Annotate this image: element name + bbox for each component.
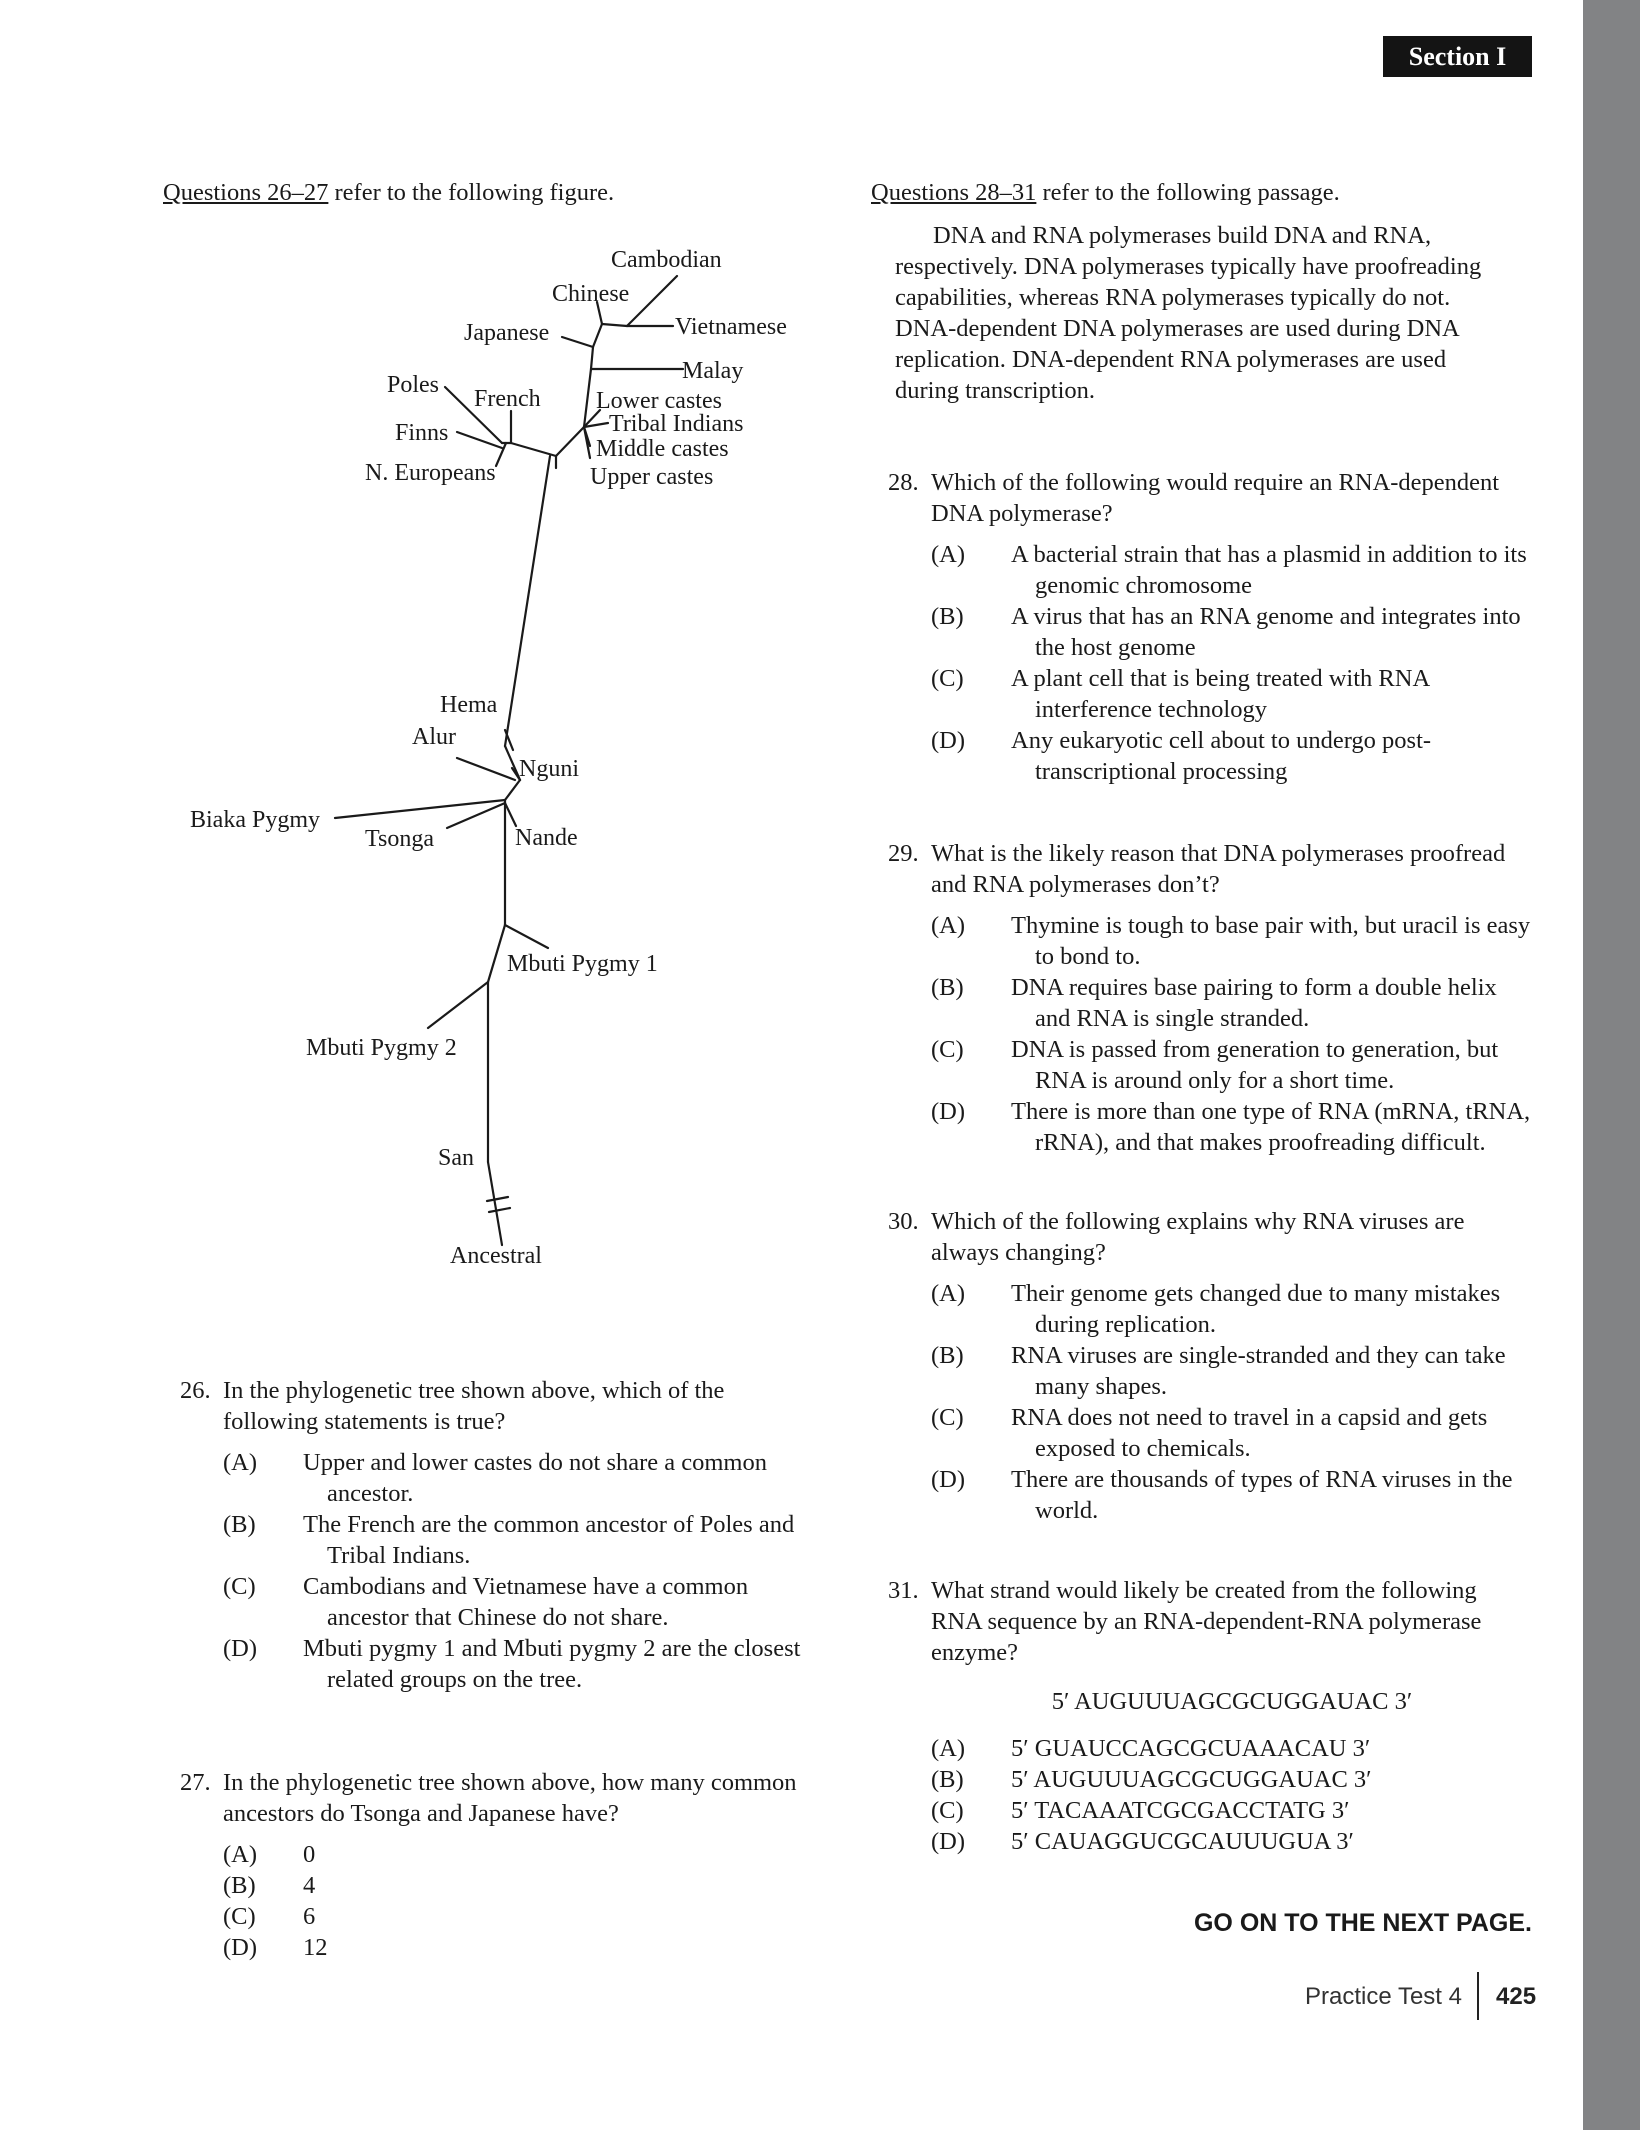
question-number: 28. [888, 469, 919, 496]
branch-alur [457, 758, 515, 780]
label-tribal-indians: Tribal Indians [609, 411, 744, 437]
break-mark-1 [487, 1197, 508, 1201]
answer-option: (D) Any eukaryotic cell about to undergo post-transcriptional processing [931, 727, 1432, 785]
answer-option: (A) A bacterial strain that has a plasmid in addition to its genomic chromosome [931, 541, 1527, 599]
answer-option: (D) There is more than one type of RNA (mRNA, tRNA, rRNA), and that makes proofreading difficult. [931, 1098, 1531, 1156]
branch-san-ancestral [488, 1162, 502, 1245]
branch-indian-base [556, 427, 584, 456]
answer-option: (A) Upper and lower castes do not share a common ancestor. [223, 1449, 767, 1507]
question-number: 29. [888, 840, 919, 867]
branch-tsonga [447, 803, 505, 828]
go-next-page: GO ON TO THE NEXT PAGE. [1193, 1909, 1532, 1937]
trunk-upper [505, 456, 550, 746]
label-vietnamese: Vietnamese [675, 314, 787, 340]
branch-asian-lower [591, 347, 593, 369]
footer-test-label: Practice Test 4 [1305, 1983, 1462, 2010]
passage-intro-text: refer to the following passage. [1036, 179, 1340, 206]
label-tsonga: Tsonga [365, 826, 434, 852]
branch-eu-join [511, 443, 556, 456]
passage-text: DNA and RNA polymerases build DNA and RNA, respectively. DNA polymerases typically have proofreading capabilities, whereas RNA polymerases typically do not. DNA-dependent DNA polymerases are used during DNA replication. DNA-dependent RNA polymerases are used during transcription. [895, 222, 1482, 404]
question-26 [180, 1375, 820, 1695]
answer-option: (B) 4 [223, 1872, 316, 1899]
answer-option: (B) DNA requires base pairing to form a double helix and RNA is single stranded. [931, 974, 1497, 1032]
answer-option: (B) 5′ AUGUUUAGCGCUGGAUAC 3′ [931, 1766, 1372, 1793]
label-mbuti-pygmy-1: Mbuti Pygmy 1 [507, 951, 658, 977]
label-chinese: Chinese [552, 281, 630, 307]
answer-option: (A) 0 [223, 1841, 316, 1868]
answer-option: (A) Thymine is tough to base pair with, but uracil is easy to bond to. [931, 912, 1531, 970]
figure-intro-ref: Questions 26–27 [163, 179, 329, 206]
figure-intro-text: refer to the following figure. [328, 179, 615, 206]
answer-option: (B) RNA viruses are single-stranded and they can take many shapes. [931, 1342, 1506, 1400]
question-stem: What strand would likely be created from the following RNA sequence by an RNA-dependent-RNA polymerase enzyme? [931, 1577, 1482, 1666]
label-finns: Finns [395, 420, 449, 446]
label-mbuti-pygmy-2: Mbuti Pygmy 2 [306, 1035, 457, 1061]
label-nguni: Nguni [519, 756, 579, 782]
answer-option: (D) Mbuti pygmy 1 and Mbuti pygmy 2 are the closest related groups on the tree. [223, 1635, 801, 1693]
branch-nande [505, 803, 516, 826]
answer-option: (D) 5′ CAUAGGUCGCAUUUGUA 3′ [931, 1828, 1354, 1855]
label-n-europeans: N. Europeans [365, 460, 496, 486]
question-number: 31. [888, 1577, 919, 1604]
question-29 [888, 838, 1533, 1158]
branch-asian-stem [593, 324, 602, 347]
branch-cambodian [627, 276, 677, 326]
label-cambodian: Cambodian [611, 247, 722, 273]
label-hema: Hema [440, 692, 498, 718]
question-stem: What is the likely reason that DNA polymerases proofread and RNA polymerases don’t? [931, 840, 1506, 898]
answer-option: (D) There are thousands of types of RNA viruses in the world. [931, 1466, 1513, 1524]
label-alur: Alur [412, 724, 456, 750]
branch-biaka [335, 800, 505, 818]
page-number: 425 [1496, 1983, 1537, 2010]
label-nande: Nande [515, 825, 578, 851]
trunk-lower [488, 925, 505, 982]
answer-option: (B) The French are the common ancestor of Poles and Tribal Indians. [223, 1511, 795, 1569]
label-san: San [438, 1145, 474, 1171]
question-stem: In the phylogenetic tree shown above, how many common ancestors do Tsonga and Japanese have? [223, 1769, 797, 1827]
answer-option: (C) RNA does not need to travel in a capsid and gets exposed to chemicals. [931, 1404, 1488, 1462]
question-number: 27. [180, 1769, 211, 1796]
branch-cv-node [602, 324, 627, 326]
passage-intro-ref: Questions 28–31 [871, 179, 1037, 206]
question-27 [180, 1767, 820, 1963]
question-stem: Which of the following would require an RNA-dependent DNA polymerase? [931, 469, 1500, 527]
label-upper-castes: Upper castes [590, 464, 714, 490]
label-middle-castes: Middle castes [596, 436, 729, 462]
branch-indian-stem [584, 369, 591, 427]
question-31 [888, 1575, 1533, 1857]
rna-sequence: 5′ AUGUUUAGCGCUGGAUAC 3′ [1051, 1688, 1413, 1715]
label-ancestral: Ancestral [450, 1243, 542, 1269]
section-label: Section I [1383, 36, 1532, 77]
footer-divider [1477, 1972, 1479, 2020]
question-28 [888, 467, 1533, 787]
branch-finns [457, 432, 502, 448]
label-french: French [474, 386, 541, 412]
answer-option: (C) 5′ TACAAATCGCGACCTATG 3′ [931, 1797, 1350, 1824]
question-stem: In the phylogenetic tree shown above, which of the following statements is true? [223, 1377, 725, 1435]
label-japanese: Japanese [464, 320, 550, 346]
answer-option: (C) DNA is passed from generation to generation, but RNA is around only for a short time. [931, 1036, 1499, 1094]
answer-option: (B) A virus that has an RNA genome and integrates into the host genome [931, 603, 1521, 661]
label-poles: Poles [387, 372, 440, 398]
label-malay: Malay [682, 358, 744, 384]
break-mark-2 [489, 1208, 510, 1212]
question-number: 26. [180, 1377, 211, 1404]
question-stem: Which of the following explains why RNA viruses are always changing? [931, 1208, 1465, 1266]
answer-option: (D) 12 [223, 1934, 328, 1961]
passage-intro [871, 177, 1340, 208]
answer-option: (A) Their genome gets changed due to many mistakes during replication. [931, 1280, 1501, 1338]
branch-japanese [562, 337, 593, 347]
branch-mbuti-2 [428, 982, 488, 1028]
label-biaka-pygmy: Biaka Pygmy [190, 807, 320, 833]
branch-africa-node [505, 780, 520, 800]
question-number: 30. [888, 1208, 919, 1235]
answer-option: (C) Cambodians and Vietnamese have a common ancestor that Chinese do not share. [223, 1573, 749, 1631]
answer-option: (C) 6 [223, 1903, 316, 1930]
branch-mbuti-1 [505, 925, 548, 948]
label-lower-castes: Lower castes [596, 388, 722, 414]
answer-option: (C) A plant cell that is being treated with RNA interference technology [931, 665, 1429, 723]
question-30 [888, 1206, 1533, 1526]
answer-option: (A) 5′ GUAUCCAGCGCUAAACAU 3′ [931, 1735, 1371, 1762]
